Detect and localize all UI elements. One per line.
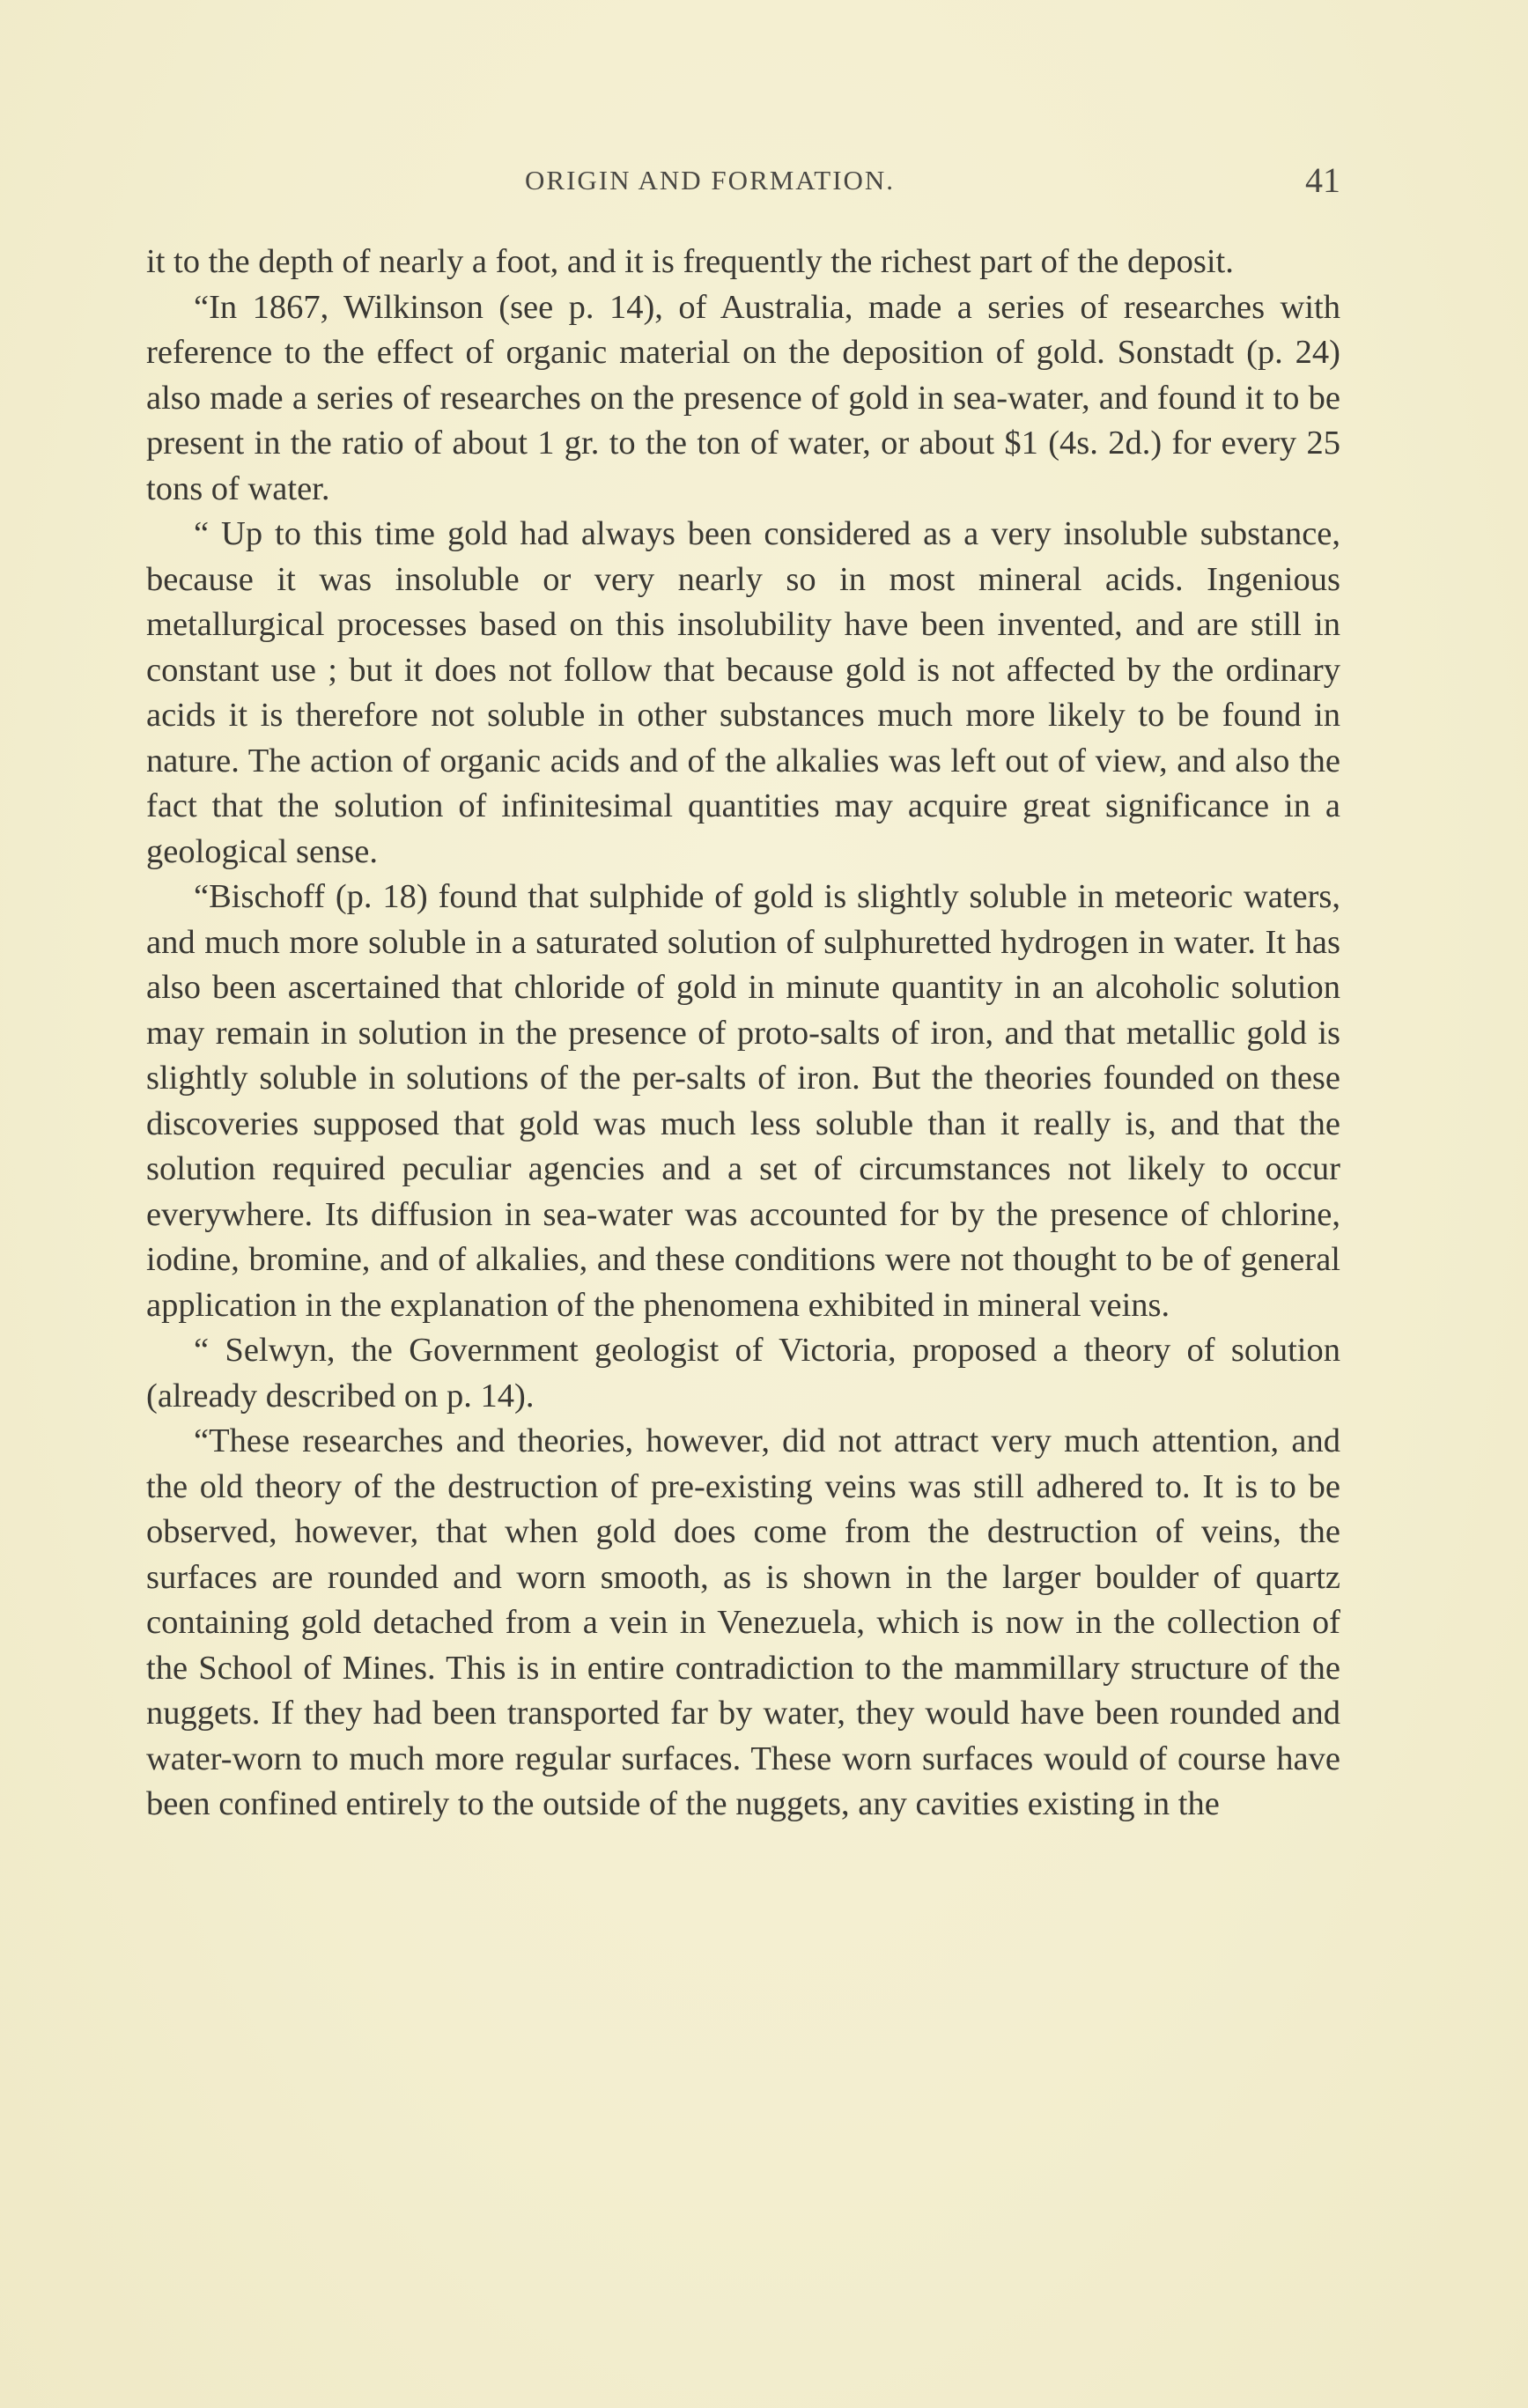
- paragraph-selwyn: “ Selwyn, the Government geologist of Victoria, proposed a theory of solution (already described on p. 14).: [146, 1332, 1340, 1415]
- paragraph-insolubility: “ Up to this time gold had always been considered as a very insoluble substance, because it was insoluble or very nearly so in most mineral acids. Ingenious metallurgical processes based on this insolubility have been invented, and are still in constant use ; but it does not follow that because gold is not affected by the ordinary acids it is therefore not soluble in other substances much more likely to be found in nature. The action of organic acids and of the alkalies was left out of view, and also the fact that the solution of infinitesimal quantities may acquire great significance in a geological sense.: [146, 515, 1340, 870]
- paragraph-bischoff: “Bischoff (p. 18) found that sulphide of gold is slightly soluble in meteoric waters, and much more soluble in a saturated solution of sulphuretted hydrogen in water. It has also been ascertained that chloride of gold in minute quantity in an alcoholic solution may remain in solution in the presence of proto-salts of iron, and that metallic gold is slightly soluble in solutions of the per-salts of iron. But the theories founded on these discoveries supposed that gold was much less soluble than it really is, and that the solution required peculiar agencies and a set of circumstances not likely to occur everywhere. Its diffusion in sea-water was accounted for by the presence of chlorine, iodine, bromine, and of alkalies, and these conditions were not thought to be of general application in the explanation of the phenomena exhibited in mineral veins.: [146, 878, 1340, 1324]
- paragraph-researches-theories: “These researches and theories, however, did not attract very much attention, and the old theory of the destruction of pre-existing veins was still adhered to. It is to be observed, however, that when gold does come from the destruction of veins, the surfaces are rounded and worn smooth, as is shown in the larger boulder of quartz containing gold detached from a vein in Venezuela, which is now in the collection of the School of Mines. This is in entire contradiction to the mammillary structure of the nuggets. If they had been transported far by water, they would have been rounded and water-worn to much more regular surfaces. These worn surfaces would of course have been confined entirely to the outside of the nuggets, any cavities existing in the: [146, 1422, 1340, 1822]
- page-number: 41: [1305, 160, 1340, 200]
- body-text: [146, 240, 1340, 1828]
- paragraph-wilkinson-sonstadt: “In 1867, Wilkinson (see p. 14), of Australia, made a series of researches with reference to the effect of organic material on the deposition of gold. Sonstadt (p. 24) also made a series of researches on the presence of gold in sea-water, and found it to be present in the ratio of about 1 gr. to the ton of water, or about $1 (4s. 2d.) for every 25 tons of water.: [146, 288, 1340, 507]
- running-head: [146, 161, 1340, 205]
- running-title: ORIGIN AND FORMATION.: [525, 165, 896, 196]
- paragraph-continuation: it to the depth of nearly a foot, and it is frequently the richest part of the deposit.: [146, 243, 1234, 280]
